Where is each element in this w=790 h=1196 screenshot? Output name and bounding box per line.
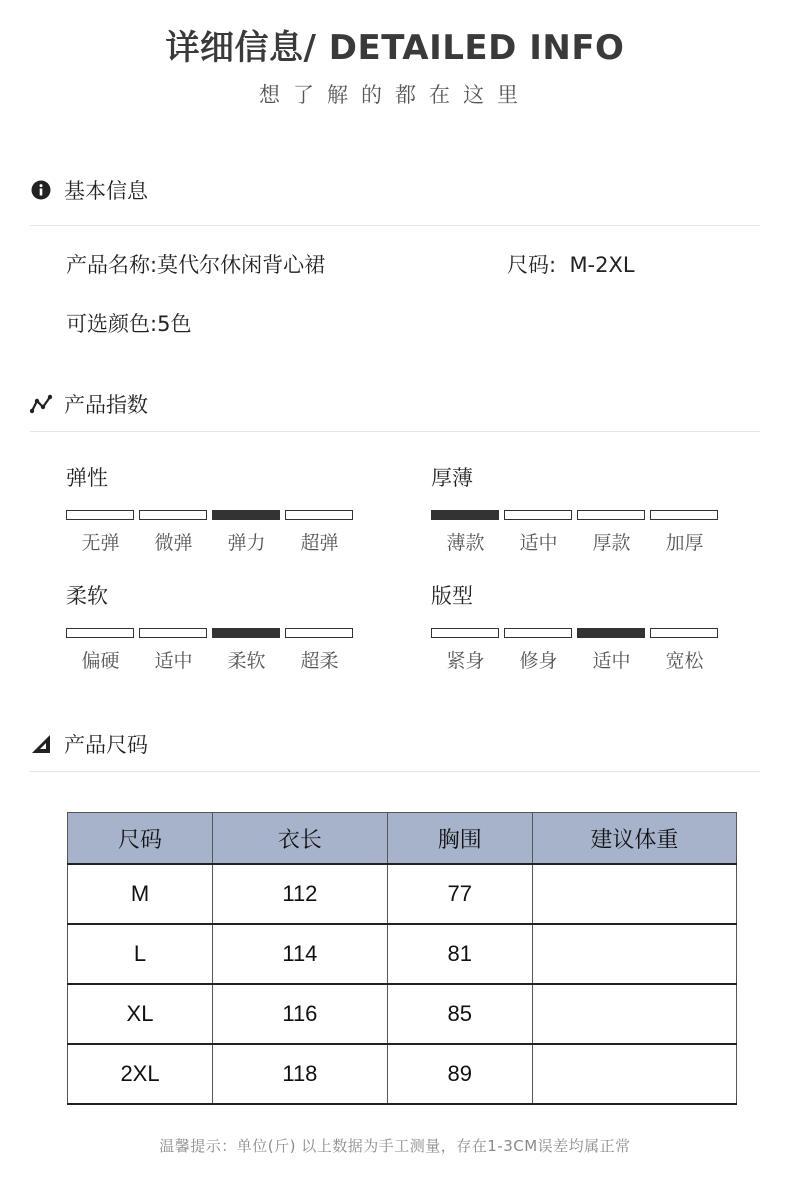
column-header: 胸围 [387,813,532,865]
column-header: 尺码 [68,813,213,865]
index-option-label: 超弹 [300,532,339,554]
index-option-label: 柔软 [227,650,266,672]
info-circle-icon [30,179,52,201]
divider [30,771,760,772]
column-header: 衣长 [213,813,388,865]
index-group-thickness [431,462,723,555]
index-option-label: 紧身 [446,650,485,672]
weight-cell [532,924,736,984]
table-row [68,1044,737,1104]
color-row [66,308,191,338]
page-title: 详细信息/ DETAILED INFO [165,28,625,68]
size-range-row [507,249,635,279]
index-bar-segment-selected [212,628,280,638]
index-option-labels [64,528,358,555]
trend-line-icon [30,393,52,415]
bust-cell: 77 [387,864,532,924]
index-bar-segment [66,510,134,520]
size-cell: L [68,924,213,984]
footnote: 温馨提示：单位(斤) 以上数据为手工测量，存在1-3CM误差均属正常 [159,1137,631,1155]
index-option-label: 偏硬 [81,650,120,672]
index-option-label: 修身 [519,650,558,672]
index-bar-track [431,510,723,520]
basic-info-heading: 基本信息 [64,179,148,203]
index-option-label: 超柔 [300,650,339,672]
length-cell: 112 [213,864,388,924]
length-cell: 116 [213,984,388,1044]
weight-cell [532,984,736,1044]
index-group-softness [66,580,358,673]
index-group-title: 厚薄 [431,466,473,490]
ruler-triangle-icon [30,733,52,755]
size-range-label: 尺码: [507,253,557,277]
bust-cell: 81 [387,924,532,984]
index-option-labels [64,646,358,673]
size-cell: M [68,864,213,924]
index-bar-segment [66,628,134,638]
index-bar-segment [577,510,645,520]
index-group-title: 柔软 [66,584,108,608]
index-group-title: 弹性 [66,466,108,490]
size-cell: 2XL [68,1044,213,1104]
index-option-label: 适中 [592,650,631,672]
weight-cell [532,864,736,924]
column-header: 建议体重 [532,813,736,865]
product-name-label: 产品名称: [66,253,158,277]
size-cell: XL [68,984,213,1044]
length-cell: 118 [213,1044,388,1104]
index-bar-segment [504,510,572,520]
index-bar-segment [431,628,499,638]
index-group-fit [431,580,723,673]
divider [30,225,760,226]
size-table [67,812,737,1105]
index-option-label: 适中 [154,650,193,672]
table-row [68,984,737,1044]
index-option-label: 微弹 [154,532,193,554]
index-bar-segment [650,628,718,638]
index-option-label: 加厚 [665,532,704,554]
bust-cell: 85 [387,984,532,1044]
product-name-row [66,249,325,279]
index-option-label: 厚款 [592,532,631,554]
product-name-value: 莫代尔休闲背心裙 [157,253,326,277]
index-bar-segment [504,628,572,638]
index-bar-segment [285,628,353,638]
index-bar-segment-selected [577,628,645,638]
index-option-label: 无弹 [81,532,120,554]
index-option-label: 宽松 [665,650,704,672]
index-option-labels [429,528,723,555]
color-value: 5色 [157,312,192,336]
bust-cell: 89 [387,1044,532,1104]
page-subtitle: 想了解的都在这里 [259,83,531,107]
index-bar-track [66,510,358,520]
index-option-label: 薄款 [446,532,485,554]
index-group-elasticity [66,462,358,555]
index-bar-segment [650,510,718,520]
product-index-header [30,389,148,419]
index-group-title: 版型 [431,584,473,608]
index-option-labels [429,646,723,673]
index-bar-segment [285,510,353,520]
index-bar-track [66,628,358,638]
table-row [68,924,737,984]
size-section-heading: 产品尺码 [64,733,148,757]
index-option-label: 弹力 [227,532,266,554]
index-option-label: 适中 [519,532,558,554]
size-table-header-row [68,813,737,865]
length-cell: 114 [213,924,388,984]
basic-info-header [30,175,148,205]
weight-cell [532,1044,736,1104]
index-bar-track [431,628,723,638]
index-bar-segment [139,628,207,638]
product-index-heading: 产品指数 [64,393,148,417]
color-label: 可选颜色: [66,312,158,336]
size-range-value: M-2XL [569,253,635,277]
divider [30,431,760,432]
index-bar-segment-selected [431,510,499,520]
index-bar-segment [139,510,207,520]
index-bar-segment-selected [212,510,280,520]
size-section-header [30,729,148,759]
table-row [68,864,737,924]
